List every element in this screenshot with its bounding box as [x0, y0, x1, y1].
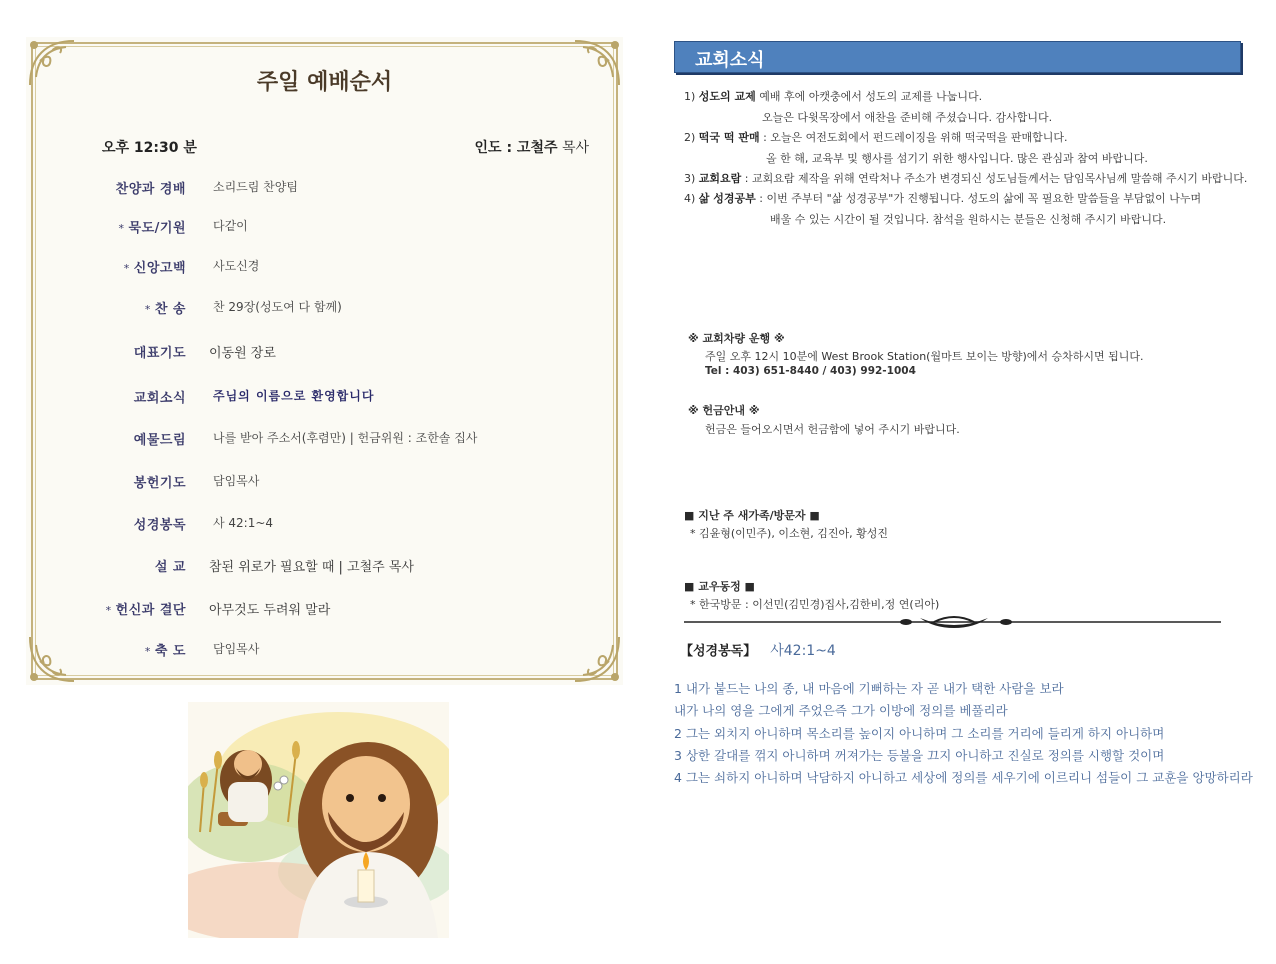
service-time: 오후 12:30 분: [102, 140, 197, 156]
order-title: 주일 예배순서: [256, 70, 393, 95]
order-item-value: 아무것도 두려워 말라: [209, 603, 331, 618]
news-item: 올 한 해, 교육부 및 행사를 섬기기 위한 행사입니다. 많은 관심과 참여 바랍니다.: [766, 152, 1148, 165]
order-item-value: 사도신경: [213, 259, 260, 273]
order-item-label: * 헌신과 결단: [105, 603, 186, 618]
order-item: [26, 556, 623, 578]
leader-title: 목사: [557, 140, 589, 156]
order-item-value: 주님의 이름으로 환영합니다: [213, 389, 375, 403]
news-item: 3) 교회요람 : 교회요람 제작을 위해 연락처나 주소가 변경되신 성도님들께서는 담임목사님께 말씀해 주시기 바랍니다.: [684, 172, 1248, 185]
order-item: [26, 298, 623, 320]
order-item: [26, 342, 623, 364]
news-item: 1) 성도의 교제 예배 후에 아캣충에서 성도의 교제를 나눕니다.: [684, 90, 983, 103]
order-item-label: 교회소식: [133, 391, 186, 406]
order-item-label: 대표기도: [133, 346, 186, 361]
leader-label: 인도 :: [474, 140, 517, 156]
order-item-label: * 찬 송: [144, 302, 186, 317]
service-leader: [475, 137, 589, 157]
news-header: [674, 41, 1241, 73]
order-item: [26, 217, 623, 239]
order-item-label: 설 교: [154, 560, 186, 575]
order-item: [26, 599, 623, 621]
order-item-value: 다같이: [213, 219, 248, 233]
order-item-label: * 축 도: [144, 644, 186, 659]
order-item-label: 봉헌기도: [133, 476, 186, 491]
order-item-value: 찬 29장(성도여 다 함께): [213, 300, 342, 314]
illustration-art: [188, 702, 449, 938]
ornamental-divider: [684, 612, 1221, 632]
offering-title: ※ 헌금안내 ※: [688, 404, 760, 417]
order-item-value: 나를 받아 주소서(후렴만) | 헌금위원 : 조한솔 집사: [213, 431, 478, 445]
worship-order-frame: [26, 37, 623, 685]
order-item: [26, 429, 623, 451]
bus-phone: Tel : 403) 651-8440 / 403) 992-1004: [705, 365, 916, 377]
bus-schedule: 주일 오후 12시 10분에 West Brook Station(월마트 보이는 방향)에서 승차하시면 됩니다.: [705, 350, 1144, 363]
bus-title: ※ 교회차량 운행 ※: [688, 332, 785, 345]
order-item: [26, 387, 623, 409]
order-item-label: * 신앙고백: [123, 261, 186, 276]
verse-line: 1 내가 붙드는 나의 종, 내 마음에 기뻐하는 자 곧 내가 택한 사람을 보라: [674, 681, 1064, 696]
order-item: [26, 514, 623, 536]
verse-line: 내가 나의 영을 그에게 주었은즉 그가 이방에 정의를 베풀리라: [674, 703, 1008, 718]
order-item-label: * 묵도/기원: [118, 221, 186, 236]
visitors-title: ■ 지난 주 새가족/방문자 ■: [684, 509, 820, 522]
order-item-value: 담임목사: [213, 642, 260, 656]
news-title: 교회소식: [695, 50, 765, 71]
members-news: * 한국방문 : 이선민(김민경)집사,김한비,정 연(리아): [690, 598, 940, 611]
members-title: ■ 교우동정 ■: [684, 580, 755, 593]
visitors-list: * 김윤형(이민주), 이소현, 김진아, 황성진: [690, 527, 888, 540]
order-item-value: 담임목사: [213, 474, 260, 488]
order-item-label: 예물드림: [133, 433, 186, 448]
news-item: 오늘은 다윗목장에서 애찬을 준비해 주셨습니다. 감사합니다.: [762, 111, 1053, 124]
leader-name: 고철주: [516, 140, 558, 156]
verse-line: 3 상한 갈대를 꺾지 아니하며 꺼져가는 등불을 끄지 아니하고 진실로 정의를 시행할 것이며: [674, 748, 1165, 763]
verse-line: 4 그는 쇠하지 아니하며 낙담하지 아니하고 세상에 정의를 세우기에 이르리니 섬들이 그 교훈을 앙망하리라: [674, 770, 1253, 785]
reading-reference: 사42:1~4: [770, 643, 836, 659]
news-item: 4) 삶 성경공부 : 이번 주부터 "삶 성경공부"가 진행됩니다. 성도의 삶에 꼭 필요한 말씀들을 부담없이 나누며: [684, 192, 1202, 205]
jesus-illustration: [188, 702, 449, 938]
order-item-label: 성경봉독: [133, 518, 186, 533]
news-item: 2) 떡국 떡 판매 : 오늘은 여전도회에서 펀드레이징을 위해 떡국떡을 판매합니다.: [684, 131, 1068, 144]
order-item-value: 이동원 장로: [209, 346, 276, 361]
news-item: 배울 수 있는 시간이 될 것입니다. 참석을 원하시는 분들은 신청해 주시기 바랍니다.: [770, 213, 1167, 226]
verse-line: 2 그는 외치지 아니하며 목소리를 높이지 아니하며 그 소리를 거리에 들리게 하지 아니하며: [674, 726, 1165, 741]
reading-header: [680, 640, 836, 660]
order-item-value: 참된 위로가 필요할 때 | 고철주 목사: [209, 560, 414, 575]
order-item: [26, 257, 623, 279]
offering-text: 헌금은 들어오시면서 헌금함에 넣어 주시기 바랍니다.: [705, 423, 960, 436]
order-item-value: 소리드림 찬양팀: [213, 180, 298, 194]
order-item-value: 사 42:1~4: [213, 516, 274, 530]
order-item: [26, 178, 623, 200]
order-item: [26, 472, 623, 494]
order-item: [26, 640, 623, 662]
order-item-label: 찬양과 경배: [115, 182, 186, 197]
reading-tag: 【성경봉독】: [680, 644, 757, 659]
